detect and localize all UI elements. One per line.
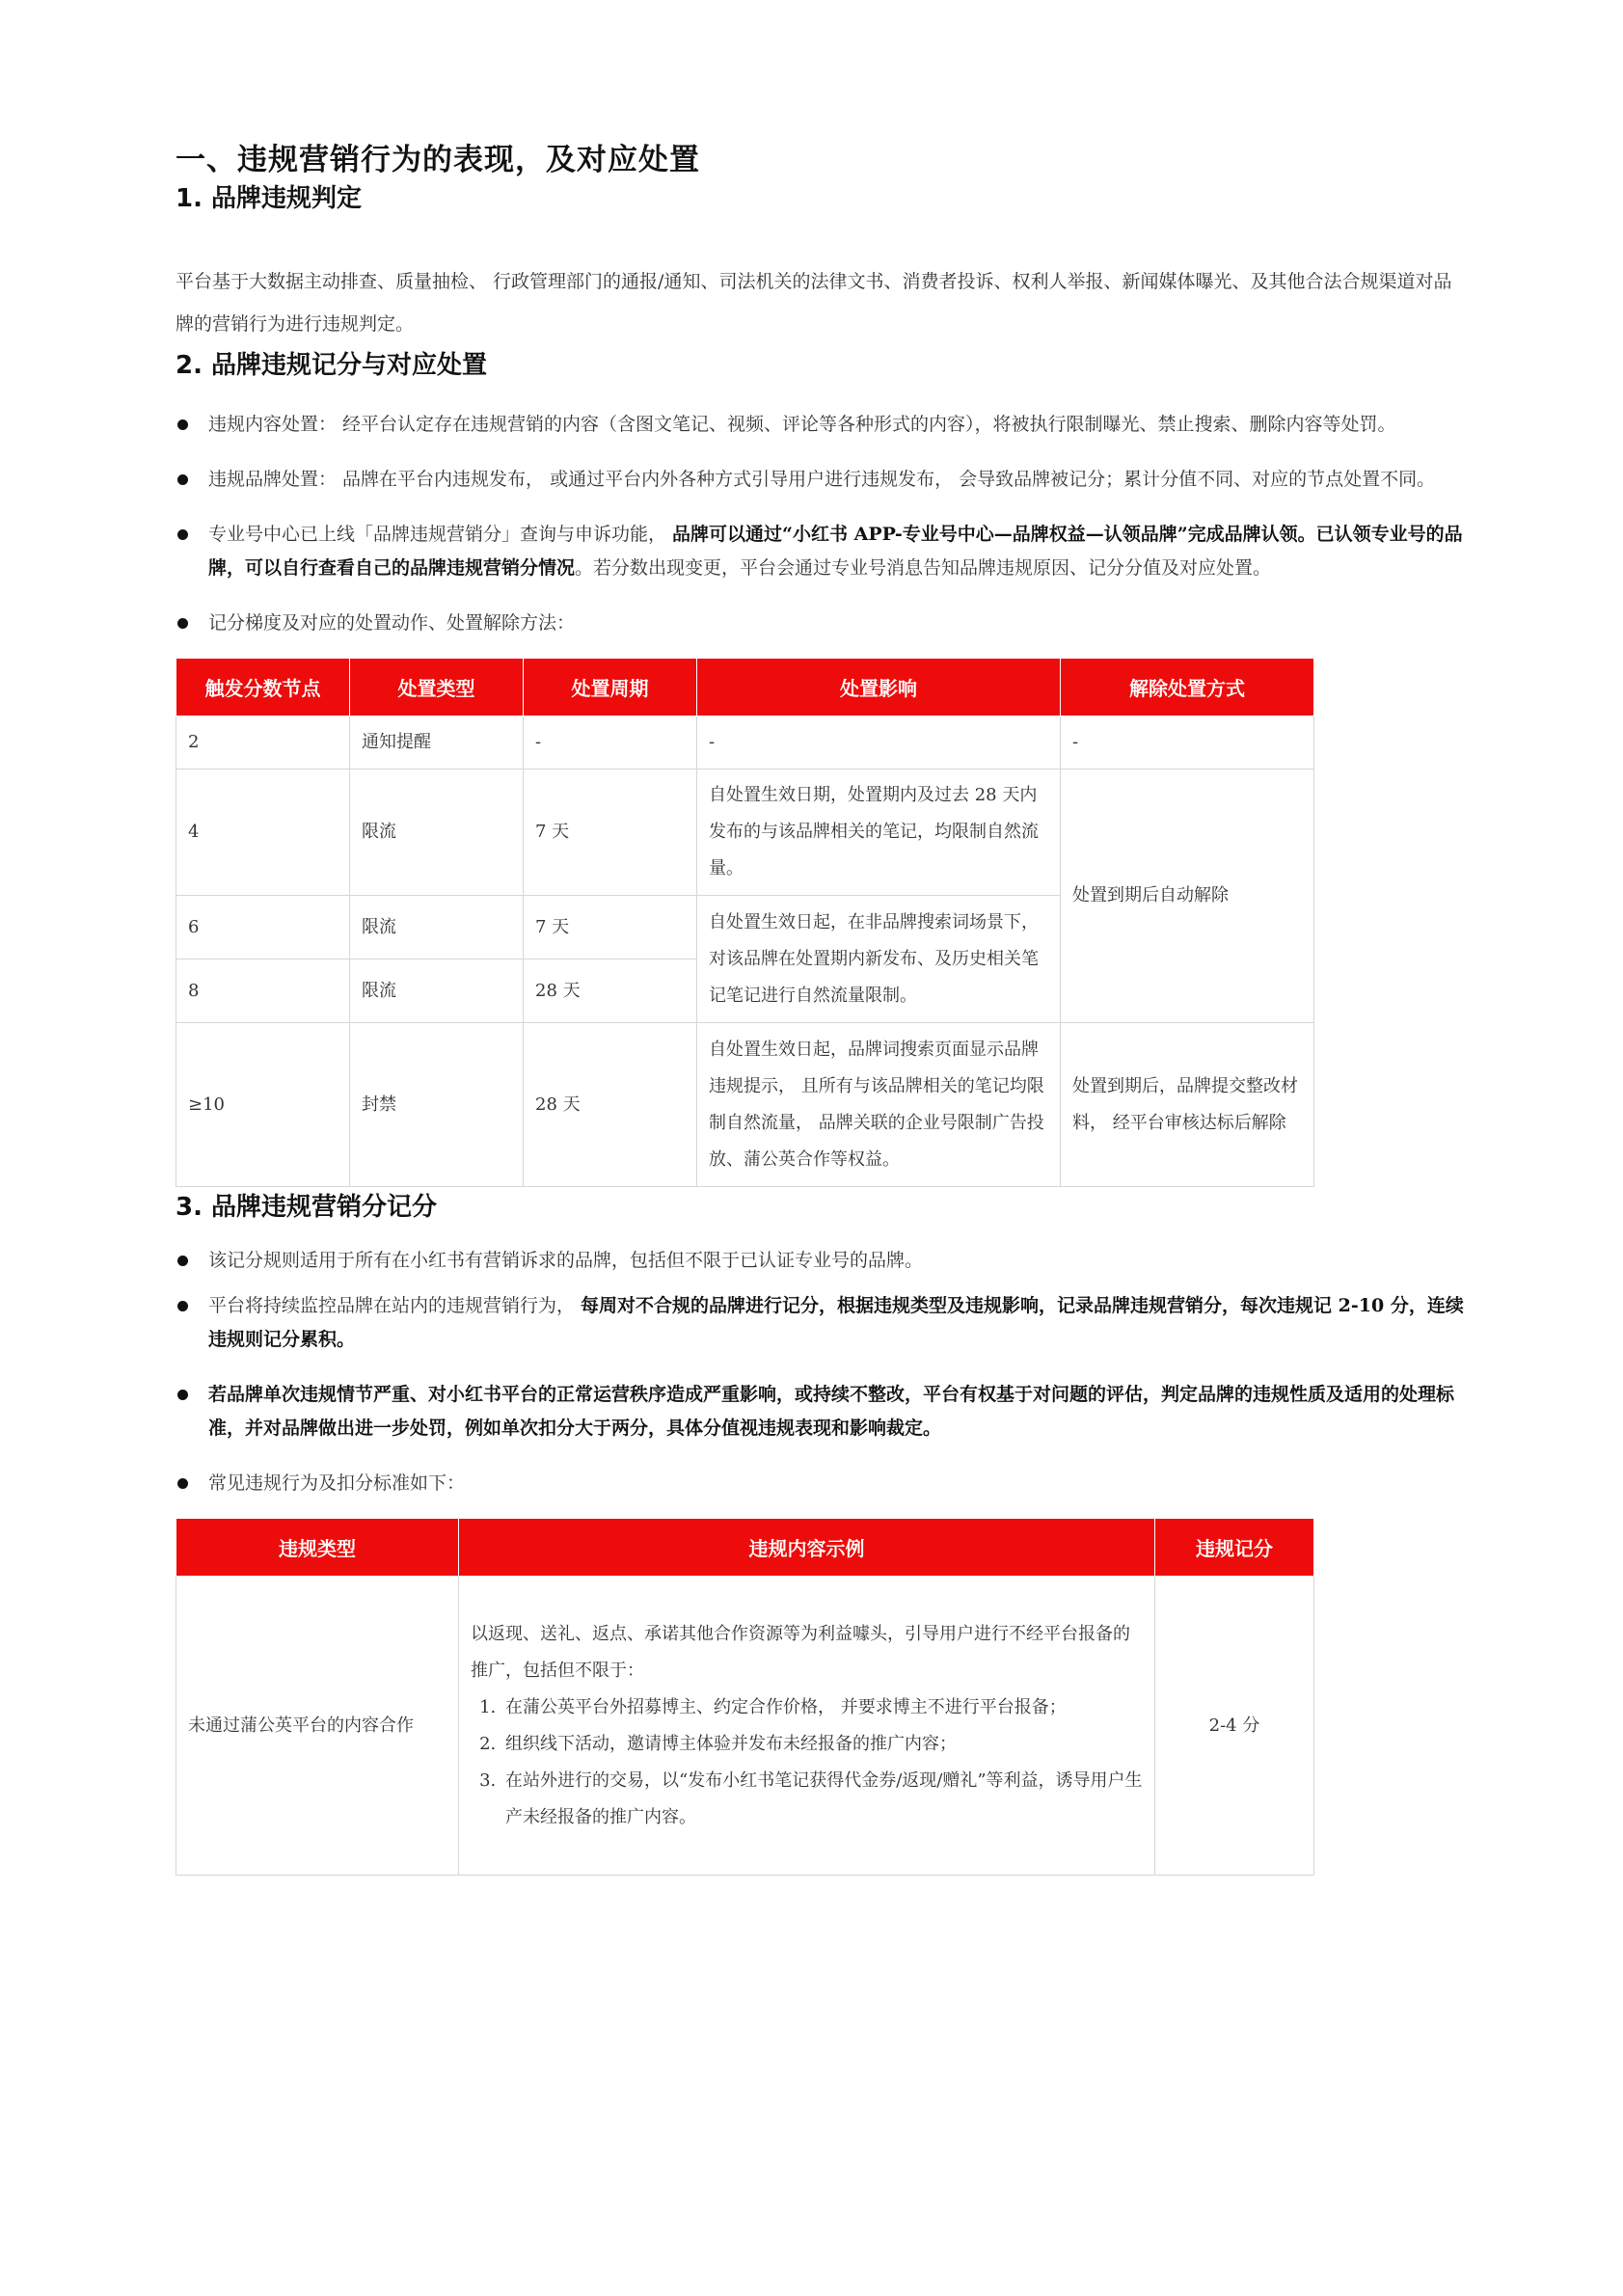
cell-release: 处置到期后，品牌提交整改材料， 经平台审核达标后解除 xyxy=(1061,1023,1314,1187)
bullet-text: 常见违规行为及扣分标准如下： xyxy=(208,1472,466,1494)
bullet-icon xyxy=(177,474,188,485)
bullet-text: 该记分规则适用于所有在小红书有营销诉求的品牌，包括但不限于已认证专业号的品牌。 xyxy=(208,1250,924,1271)
table-row xyxy=(176,1023,1314,1187)
list-item: 2. 组织线下活动，邀请博主体验并发布未经报备的推广内容； xyxy=(501,1726,1143,1763)
cell-release: - xyxy=(1061,716,1314,770)
list-item xyxy=(176,408,1468,442)
list-item xyxy=(176,1244,1468,1278)
table-row xyxy=(176,716,1314,770)
list-item xyxy=(176,1289,1468,1357)
column-header: 处置周期 xyxy=(524,659,697,716)
section-1-title: 1. 品牌违规判定 xyxy=(176,184,363,213)
column-header: 处置影响 xyxy=(697,659,1061,716)
violation-score-table xyxy=(176,1518,1314,1876)
bullet-icon xyxy=(177,1390,188,1400)
column-header: 处置类型 xyxy=(350,659,524,716)
cell-violation-examples xyxy=(459,1577,1155,1876)
examples-list xyxy=(471,1689,1143,1836)
cell-impact: 自处置生效日起，品牌词搜索页面显示品牌违规提示， 且所有与该品牌相关的笔记均限制自然流量， 品牌关联的企业号限制广告投放、蒲公英合作等权益。 xyxy=(697,1023,1061,1187)
page-title: 一、违规营销行为的表现，及对应处置 xyxy=(176,143,700,177)
bullet-text: 违规内容处置： 经平台认定存在违规营销的内容（含图文笔记、视频、评论等各种形式的内容），将被执行限制曝光、禁止搜索、删除内容等处罚。 xyxy=(208,414,1396,435)
bullet-bold-text: 每周对不合规的品牌进行记分，根据违规类型及违规影响，记录品牌违规营销分，每次违规记 2-10 分，连续违规则记分累积。 xyxy=(208,1295,1464,1350)
cell-type: 限流 xyxy=(350,959,524,1023)
section-3-bullet-list xyxy=(176,1244,1468,1500)
column-header: 触发分数节点 xyxy=(176,659,350,716)
table-row xyxy=(176,1577,1314,1876)
list-item: 1. 在蒲公英平台外招募博主、约定合作价格， 并要求博主不进行平台报备； xyxy=(501,1689,1143,1726)
cell-type: 封禁 xyxy=(350,1023,524,1187)
cell-type: 限流 xyxy=(350,896,524,959)
bullet-text: 专业号中心已上线「品牌违规营销分」查询与申诉功能， xyxy=(208,524,673,545)
document-page xyxy=(176,135,1468,1876)
bullet-bold-text: 品牌可以通过“小红书 APP-专业号中心—品牌权益—认领品牌”完成品牌认领。已认领专业号的品牌，可以自行查看自己的品牌违规营销分情况 xyxy=(208,524,1463,579)
cell-period: 28 天 xyxy=(524,959,697,1023)
cell-period: 7 天 xyxy=(524,770,697,896)
list-item xyxy=(176,1467,1468,1500)
bullet-icon xyxy=(177,529,188,540)
bullet-bold-text: 若品牌单次违规情节严重、对小红书平台的正常运营秩序造成严重影响，或持续不整改，平台有权基于对问题的评估，判定品牌的违规性质及适用的处理标准，并对品牌做出进一步处罚，例如单次扣分大于两分，具体分值视违规表现和影响裁定。 xyxy=(208,1384,1455,1439)
cell-impact: 自处置生效日期，处置期内及过去 28 天内发布的与该品牌相关的笔记，均限制自然流量。 xyxy=(697,770,1061,896)
bullet-text: 记分梯度及对应的处置动作、处置解除方法： xyxy=(208,612,576,634)
cell-period: 28 天 xyxy=(524,1023,697,1187)
bullet-icon xyxy=(177,618,188,629)
cell-score: 4 xyxy=(176,770,350,896)
cell-impact: 自处置生效日起，在非品牌搜索词场景下，对该品牌在处置期内新发布、及历史相关笔记笔记进行自然流量限制。 xyxy=(697,896,1061,1023)
bullet-text: 平台将持续监控品牌在站内的违规营销行为， xyxy=(208,1295,582,1316)
cell-score: 8 xyxy=(176,959,350,1023)
column-header: 违规记分 xyxy=(1155,1519,1314,1577)
list-item xyxy=(176,518,1468,585)
column-header: 违规类型 xyxy=(176,1519,459,1577)
section-2-title: 2. 品牌违规记分与对应处置 xyxy=(176,351,488,380)
bullet-text: 违规品牌处置： 品牌在平台内违规发布， 或通过平台内外各种方式引导用户进行违规发布， 会导致品牌被记分；累计分值不同、对应的节点处置不同。 xyxy=(208,469,1436,490)
column-header: 解除处置方式 xyxy=(1061,659,1314,716)
cell-period: 7 天 xyxy=(524,896,697,959)
bullet-icon xyxy=(177,419,188,430)
list-item xyxy=(176,463,1468,497)
cell-release: 处置到期后自动解除 xyxy=(1061,770,1314,1023)
bullet-icon xyxy=(177,1478,188,1489)
cell-type: 通知提醒 xyxy=(350,716,524,770)
cell-score: ≥10 xyxy=(176,1023,350,1187)
cell-period: - xyxy=(524,716,697,770)
section-1-paragraph: 平台基于大数据主动排查、质量抽检、 行政管理部门的通报/通知、司法机关的法律文书、消费者投诉、权利人举报、新闻媒体曝光、及其他合法合规渠道对品牌的营销行为进行违规判定。 xyxy=(176,271,1452,335)
list-item xyxy=(176,607,1468,640)
section-3-title: 3. 品牌违规营销分记分 xyxy=(176,1193,438,1222)
examples-intro: 以返现、送礼、返点、承诺其他合作资源等为利益噱头，引导用户进行不经平台报备的推广，包括但不限于： xyxy=(471,1623,1130,1681)
table-header-row xyxy=(176,1519,1314,1577)
bullet-icon xyxy=(177,1301,188,1311)
table-header-row xyxy=(176,659,1314,716)
cell-violation-score: 2-4 分 xyxy=(1155,1577,1314,1876)
bullet-text: 。若分数出现变更，平台会通过专业号消息告知品牌违规原因、记分分值及对应处置。 xyxy=(575,557,1272,579)
table-row xyxy=(176,770,1314,896)
cell-impact: - xyxy=(697,716,1061,770)
section-2-bullet-list xyxy=(176,408,1468,640)
penalty-table xyxy=(176,658,1314,1187)
cell-violation-type: 未通过蒲公英平台的内容合作 xyxy=(176,1577,459,1876)
cell-score: 2 xyxy=(176,716,350,770)
list-item xyxy=(176,1378,1468,1445)
cell-type: 限流 xyxy=(350,770,524,896)
column-header: 违规内容示例 xyxy=(459,1519,1155,1577)
bullet-icon xyxy=(177,1256,188,1266)
cell-score: 6 xyxy=(176,896,350,959)
list-item: 3. 在站外进行的交易，以“发布小红书笔记获得代金券/返现/赠礼”等利益，诱导用户生产未经报备的推广内容。 xyxy=(501,1763,1143,1836)
